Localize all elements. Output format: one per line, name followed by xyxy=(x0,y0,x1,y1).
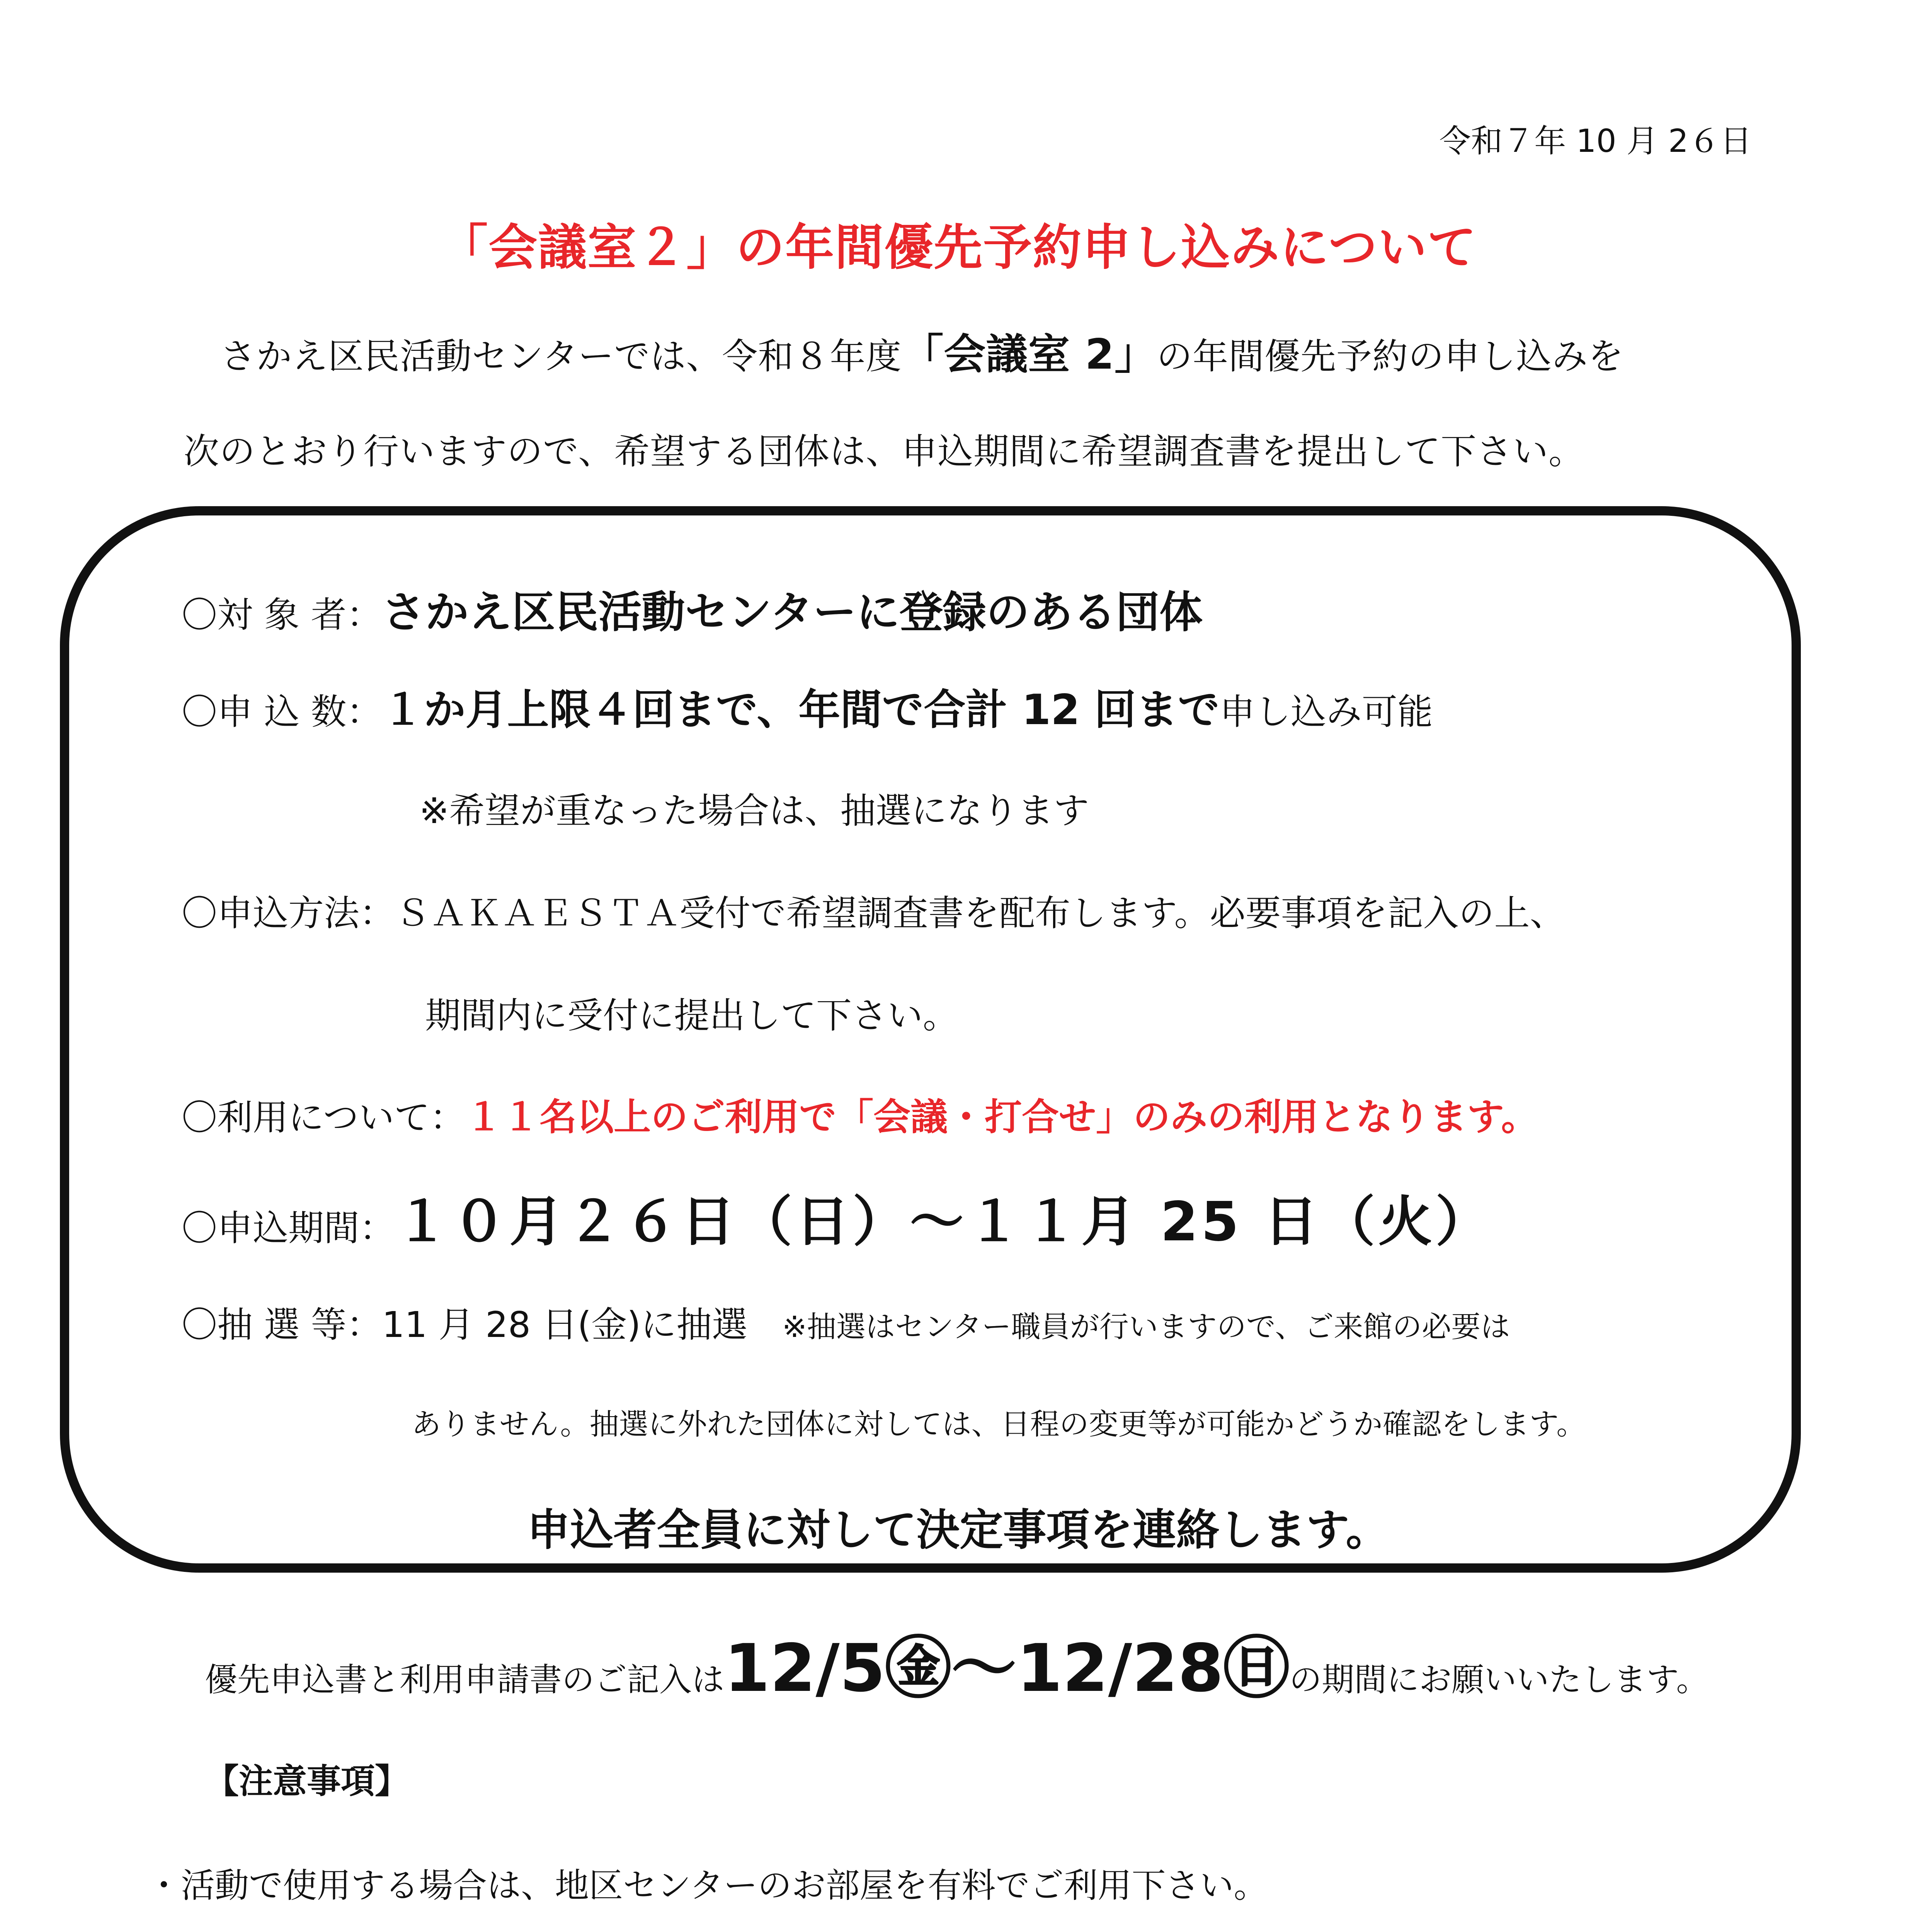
intro-text-a: さかえ区民活動センターでは、令和８年度 xyxy=(220,336,902,377)
entry-period-prefix: 優先申込書と利用申請書のご記入は xyxy=(205,1661,725,1699)
usage-row xyxy=(182,1088,1538,1141)
target-row xyxy=(182,578,1203,640)
entry-period-range: 12/5㊎～12/28㊐ xyxy=(724,1630,1290,1707)
usage-label: 〇利用について： xyxy=(182,1097,466,1138)
intro-room-name: 「会議室 2」 xyxy=(902,330,1157,379)
period-row xyxy=(182,1179,1492,1256)
lottery-label: 〇抽 選 等： xyxy=(182,1304,382,1345)
count-suffix: 申し込み可能 xyxy=(1219,691,1433,733)
caution-item: ・活動で使用する場合は、地区センターのお部屋を有料でご利用下さい。 xyxy=(147,1866,1268,1905)
page-title: 「会議室２」の年間優先予約申し込みについて xyxy=(439,219,1477,276)
method-label: 〇申込方法： xyxy=(182,893,395,934)
intro-text-b: の年間優先予約の申し込みを xyxy=(1157,336,1624,377)
document-date: 令和７年 10 月 2６日 xyxy=(1439,123,1752,160)
period-label: 〇申込期間： xyxy=(182,1208,395,1249)
entry-period-line xyxy=(205,1615,1709,1710)
method-value: ＳＡＫＡＥＳＴＡ受付で希望調査書を配布します。必要事項を記入の上、 xyxy=(395,893,1565,934)
entry-period-suffix: の期間にお願いいたします。 xyxy=(1289,1661,1709,1699)
notify-line: 申込者全員に対して決定事項を連絡します。 xyxy=(527,1505,1389,1555)
count-row xyxy=(182,676,1433,736)
lottery-row xyxy=(182,1296,1510,1347)
count-label: 〇申 込 数： xyxy=(182,691,382,733)
usage-value: １１名以上のご利用で「会議・打合せ」のみの利用となります。 xyxy=(465,1095,1538,1139)
intro-line-2: 次のとおり行いますので、希望する団体は、申込期間に希望調査書を提出して下さい。 xyxy=(184,431,1585,472)
caution-heading: 【注意事項】 xyxy=(205,1761,409,1801)
lottery-note: ※抽選はセンター職員が行いますので、ご来館の必要は xyxy=(782,1310,1510,1344)
target-value: さかえ区民活動センターに登録のある団体 xyxy=(382,587,1203,638)
target-label: 〇対 象 者： xyxy=(182,594,382,636)
method-value-cont: 期間内に受付に提出して下さい。 xyxy=(425,995,959,1036)
period-value: １０月２６日（日）～１１月 25 日（火） xyxy=(395,1190,1493,1253)
intro-line-1 xyxy=(220,321,1624,381)
count-value: １か月上限４回まで、年間で合計 12 回まで xyxy=(382,686,1220,734)
lottery-value: 11 月 28 日(金)に抽選 xyxy=(382,1304,748,1345)
count-note: ※希望が重なった場合は、抽選になります xyxy=(419,790,1089,832)
method-row xyxy=(182,885,1565,936)
lottery-note-cont: ありません。抽選に外れた団体に対しては、日程の変更等が可能かどうか確認をします。 xyxy=(412,1407,1586,1441)
